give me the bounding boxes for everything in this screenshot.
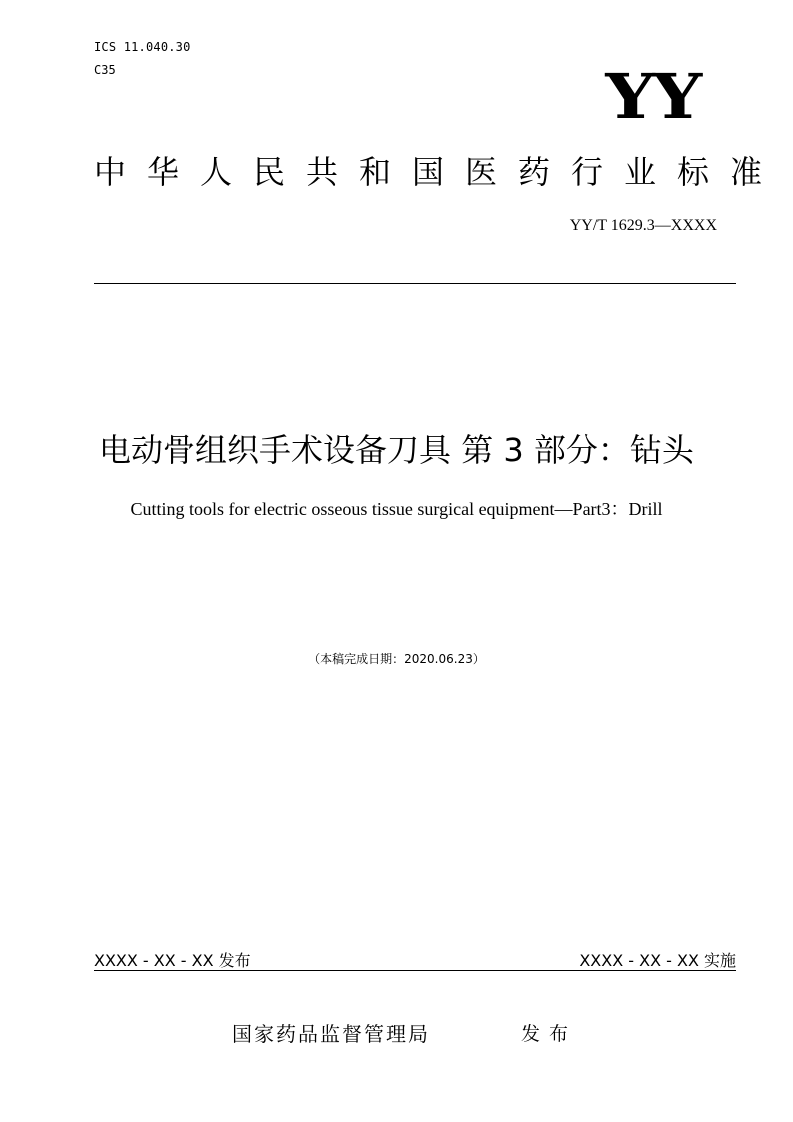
standard-type-title: 中华人民共和国医药行业标准 bbox=[94, 153, 784, 191]
top-divider bbox=[94, 283, 736, 284]
publisher-name: 国家药品监督管理局 bbox=[232, 1022, 430, 1046]
standard-logo: YY bbox=[605, 60, 700, 133]
ccs-code: C35 bbox=[94, 63, 116, 77]
implementation-date: XXXX - XX - XX 实施 bbox=[579, 951, 736, 970]
document-title-chinese: 电动骨组织手术设备刀具 第 3 部分：钻头 bbox=[99, 431, 694, 469]
standard-number: YY/T 1629.3—XXXX bbox=[569, 217, 717, 234]
published-label: 发布 bbox=[521, 1023, 578, 1045]
issue-date: XXXX - XX - XX 发布 bbox=[94, 951, 251, 970]
ics-code: ICS 11.040.30 bbox=[94, 40, 191, 54]
bottom-divider bbox=[94, 970, 736, 971]
draft-completion-date: （本稿完成日期：2020.06.23） bbox=[308, 652, 485, 666]
document-title-english: Cutting tools for electric osseous tissue surgical equipment—Part3：Drill bbox=[130, 499, 663, 519]
